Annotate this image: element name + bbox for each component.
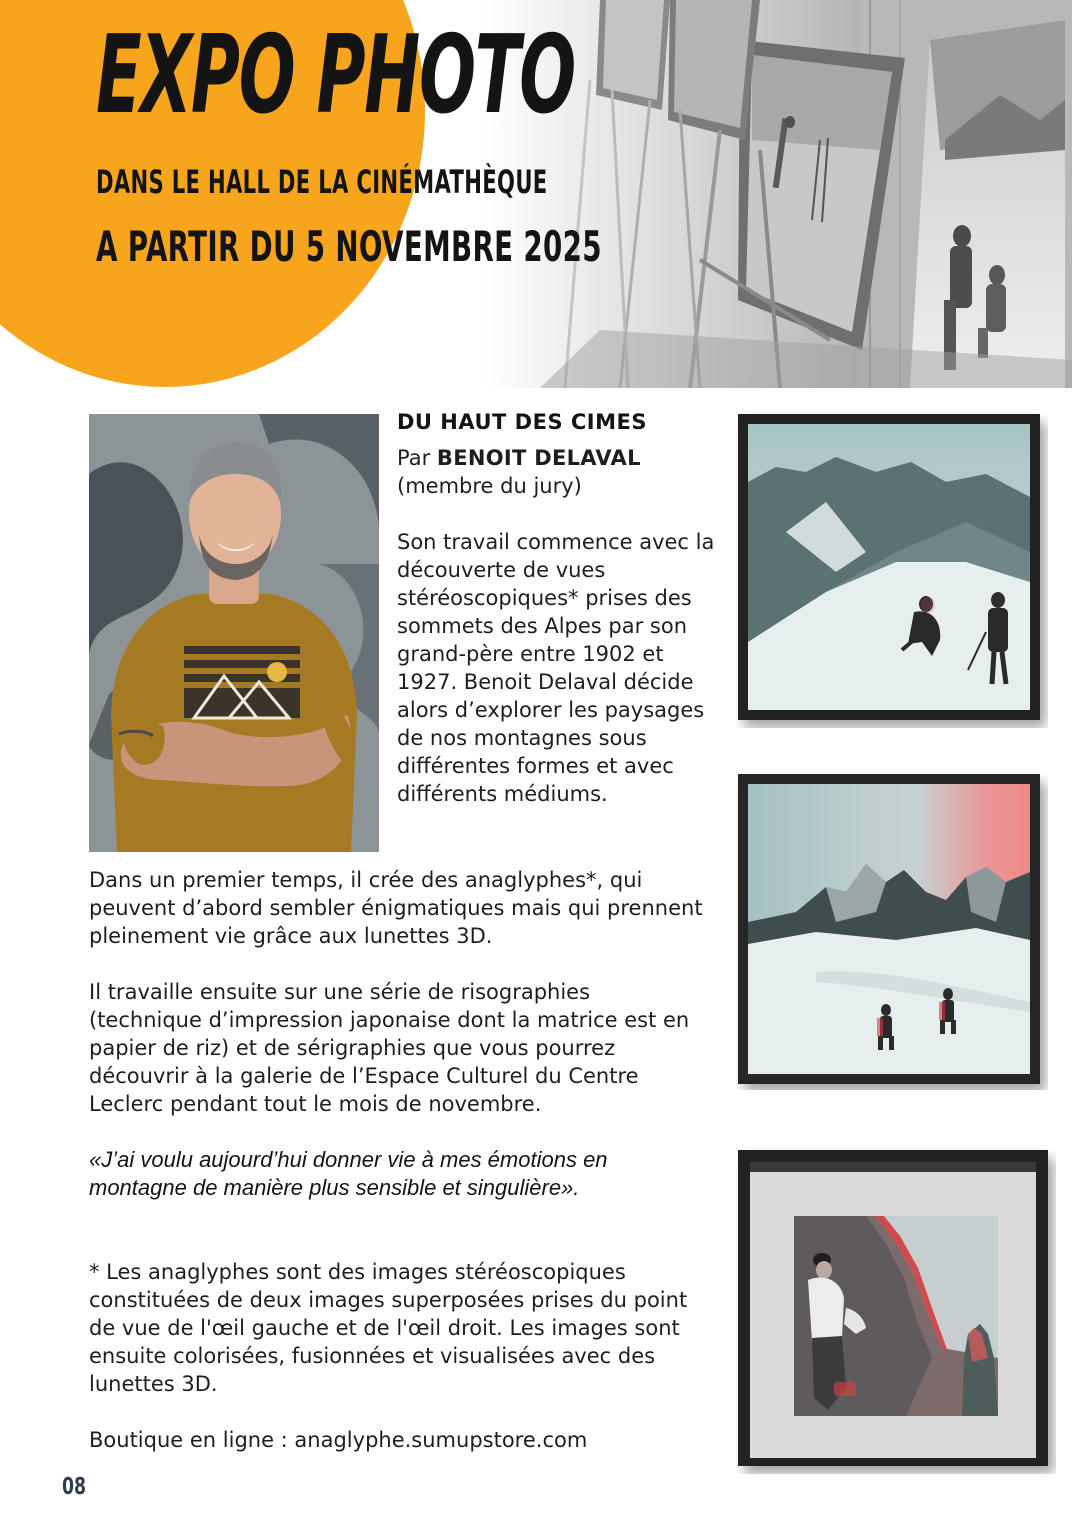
article-heading: DU HAUT DES CIMES — [397, 410, 647, 434]
byline-prefix: Par — [397, 446, 437, 470]
paragraph-risographs: Il travaille ensuite sur une série de risographies (technique d’impression japonaise dont la matrice est en papier de riz) et de sérigraphies que vous pourrez découvrir à la galerie de l’Espace Culturel du Centre Leclerc pendant tout le mois de novembre. — [89, 980, 690, 1116]
artist-portrait — [89, 414, 379, 852]
page-number: 08 — [62, 1474, 87, 1500]
framed-anaglyph-2 — [736, 772, 1048, 1090]
footnote: * Les anaglyphes sont des images stéréoscopiques constituées de deux images superposées prises du point de vue de l'œil gauche et de l'œil droit. Les images sont ensuite colorisées, fusionnées et visualisées avec des lunettes 3D. — [89, 1260, 688, 1396]
header-banner — [0, 0, 1072, 388]
author-name: BENOIT DELAVAL — [436, 446, 641, 470]
online-shop-link[interactable]: Boutique en ligne : anaglyphe.sumupstore.com — [89, 1428, 588, 1452]
byline — [397, 444, 641, 472]
framed-anaglyph-1 — [736, 412, 1048, 728]
paragraph-anaglyphs: Dans un premier temps, il crée des anaglyphes*, qui peuvent d’abord sembler énigmatiques mais qui prennent pleinement vie grâce aux lunettes 3D. — [89, 868, 703, 948]
expo-location: DANS LE HALL DE LA CINÉMATHÈQUE — [96, 163, 548, 201]
expo-title: EXPO PHOTO — [96, 13, 575, 138]
artist-quote: «J’ai voulu aujourd’hui donner vie à mes émotions en montagne de manière plus sensible et singulière». — [89, 1147, 608, 1200]
framed-anaglyph-3 — [736, 1148, 1056, 1474]
expo-date: A PARTIR DU 5 NOVEMBRE 2025 — [96, 222, 602, 271]
author-role: (membre du jury) — [397, 474, 582, 498]
paragraph-intro: Son travail commence avec la découverte de vues stéréoscopiques* prises des sommets des Alpes par son grand-père entre 1902 et 1927. Benoit Delaval décide alors d’explorer les paysages de nos montagnes sous différentes formes et avec différents médiums. — [397, 530, 715, 806]
